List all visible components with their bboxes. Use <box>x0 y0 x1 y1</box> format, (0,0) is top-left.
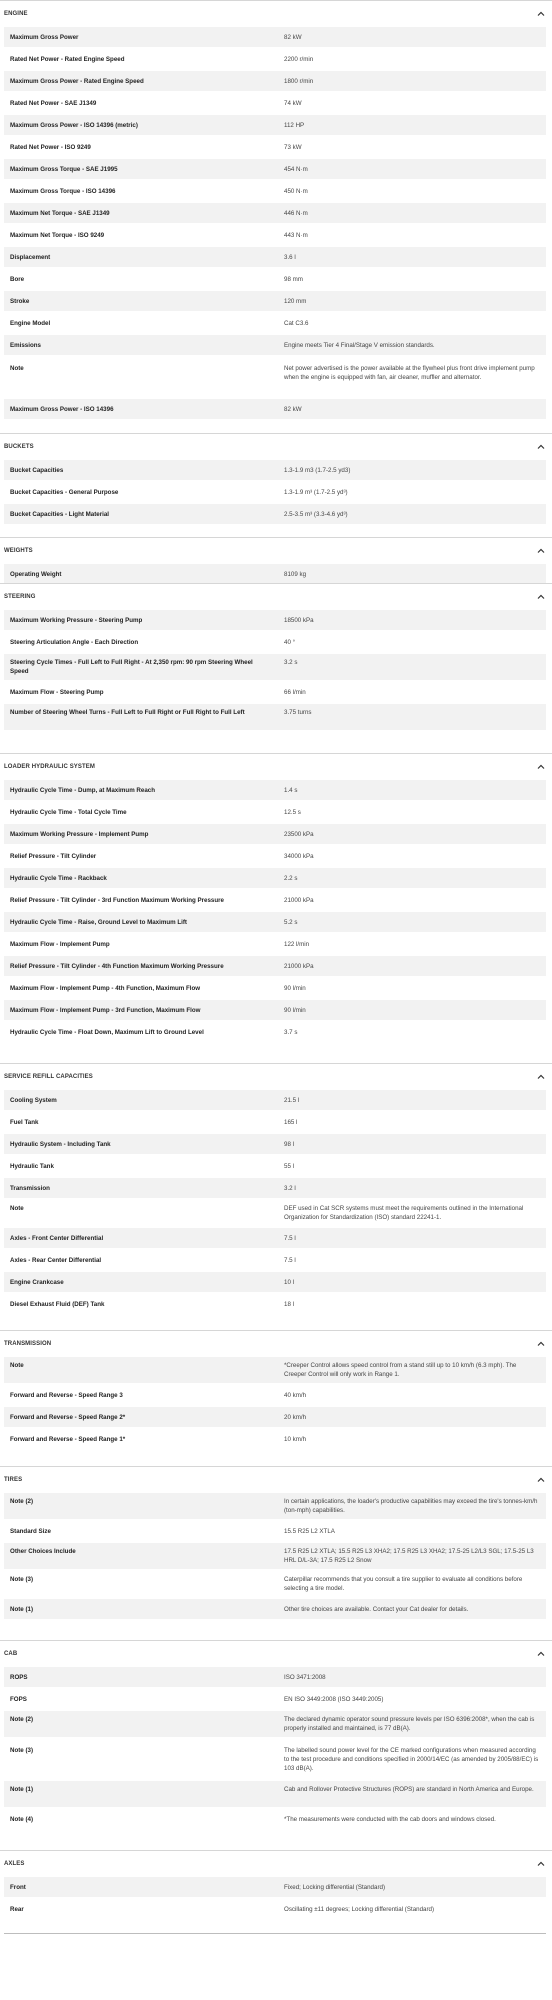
spec-label: Steering Articulation Angle - Each Direction <box>10 639 139 646</box>
spec-value: The labelled sound power level for the CE marked configurations when measured according to the test procedure and conditions specified in 2000/14/EC (as amended by 2005/88/EC) is 103 dB(A). <box>284 1747 539 1772</box>
spec-value: 112 HP <box>284 122 305 129</box>
spec-label: Relief Pressure - Tilt Cylinder <box>10 853 97 860</box>
spec-row <box>4 1407 546 1427</box>
spec-row <box>4 802 546 822</box>
spec-label: Rated Net Power - ISO 9249 <box>10 144 91 151</box>
chevron-up-icon[interactable] <box>536 1649 546 1659</box>
spec-label: Other Choices Include <box>10 1548 76 1555</box>
spec-row <box>4 49 546 69</box>
spec-row <box>4 780 546 800</box>
spec-label: Maximum Flow - Implement Pump - 3rd Function, Maximum Flow <box>10 1007 201 1014</box>
spec-label: Maximum Gross Torque - ISO 14396 <box>10 188 116 195</box>
spec-label: Emissions <box>10 342 41 349</box>
spec-value: 18 l <box>284 1301 294 1308</box>
spec-label: Maximum Gross Power - ISO 14396 (metric) <box>10 122 138 129</box>
spec-label: Maximum Gross Power <box>10 34 79 41</box>
spec-row <box>4 1178 546 1198</box>
spec-row <box>4 181 546 201</box>
spec-row <box>4 482 546 502</box>
spec-row <box>4 978 546 998</box>
spec-label: Rear <box>10 1906 24 1913</box>
spec-label: Engine Crankcase <box>10 1279 64 1286</box>
spec-row <box>4 225 546 245</box>
spec-row <box>4 1781 546 1807</box>
spec-row <box>4 247 546 267</box>
spec-row <box>4 912 546 932</box>
spec-label: Note (3) <box>10 1576 34 1583</box>
spec-row <box>4 1385 546 1405</box>
spec-row <box>4 1228 546 1248</box>
spec-value: Oscillating ±11 degrees; Locking differential (Standard) <box>284 1906 435 1913</box>
spec-value: 454 N·m <box>284 166 308 173</box>
spec-label: Axles - Rear Center Differential <box>10 1257 102 1264</box>
spec-value: Caterpillar recommends that you consult a tire supplier to evaluate all conditions before selecting a tire model. <box>284 1576 523 1592</box>
section-header[interactable] <box>0 1466 552 1492</box>
spec-value: In certain applications, the loader's productive capabilities may exceed the tire's tonnes-km/h (ton-mph) capabilities. <box>284 1498 538 1514</box>
spec-value: 21.5 l <box>284 1097 300 1104</box>
section-header[interactable] <box>0 433 552 459</box>
spec-label: Note (2) <box>10 1716 34 1723</box>
spec-label: Maximum Flow - Steering Pump <box>10 689 104 696</box>
spec-row <box>4 1272 546 1292</box>
spec-value: 8109 kg <box>284 571 307 578</box>
section-title: LOADER HYDRAULIC SYSTEM <box>4 764 95 770</box>
spec-label: Bucket Capacities - Light Material <box>10 511 110 518</box>
spec-row <box>4 1112 546 1132</box>
spec-row <box>4 654 546 680</box>
spec-label: Note (1) <box>10 1786 34 1793</box>
spec-label: Relief Pressure - Tilt Cylinder - 3rd Function Maximum Working Pressure <box>10 897 224 904</box>
section-header[interactable] <box>0 537 552 563</box>
spec-value: 1800 r/min <box>284 78 314 85</box>
spec-value: 21000 kPa <box>284 897 314 904</box>
spec-row <box>4 1000 546 1020</box>
spec-label: Maximum Working Pressure - Steering Pump <box>10 617 143 624</box>
spec-value: 122 l/min <box>284 941 310 948</box>
spec-value: 90 l/min <box>284 985 306 992</box>
spec-row <box>4 1711 546 1737</box>
spec-label: Maximum Flow - Implement Pump - 4th Function, Maximum Flow <box>10 985 201 992</box>
section-title: ENGINE <box>4 11 28 17</box>
spec-row <box>4 1689 546 1709</box>
spec-label: Hydraulic Cycle Time - Rackback <box>10 875 107 882</box>
chevron-up-icon[interactable] <box>536 442 546 452</box>
section-header[interactable] <box>0 1330 552 1356</box>
spec-row <box>4 1156 546 1176</box>
chevron-up-icon[interactable] <box>536 592 546 602</box>
spec-value: *Creeper Control allows speed control from a stand still up to 10 km/h (6.3 mph). The Creeper Control will only work in Range 1. <box>284 1362 517 1378</box>
spec-value: 3.75 turns <box>284 709 312 716</box>
spec-row <box>4 846 546 866</box>
spec-value: 443 N·m <box>284 232 308 239</box>
spec-value: 120 mm <box>284 298 307 305</box>
spec-row <box>4 399 546 419</box>
spec-label: Relief Pressure - Tilt Cylinder - 4th Function Maximum Working Pressure <box>10 963 224 970</box>
spec-value: 10 km/h <box>284 1436 307 1443</box>
section-title: TIRES <box>4 1477 23 1483</box>
section-header[interactable] <box>0 583 552 609</box>
spec-label: Hydraulic Cycle Time - Float Down, Maximum Lift to Ground Level <box>10 1029 204 1036</box>
chevron-up-icon[interactable] <box>536 1475 546 1485</box>
spec-value: Net power advertised is the power available at the flywheel plus front drive implement pump when the engine is equipped with fan, air cleaner, muffler and alternator. <box>284 365 535 381</box>
spec-row <box>4 868 546 888</box>
spec-label: Fuel Tank <box>10 1119 39 1126</box>
spec-value: DEF used in Cat SCR systems must meet the requirements outlined in the International Organization for Standardization (ISO) standard 22241-1. <box>284 1205 524 1221</box>
spec-row <box>4 1739 546 1779</box>
spec-value: 34000 kPa <box>284 853 314 860</box>
spec-label: Forward and Reverse - Speed Range 1* <box>10 1436 126 1443</box>
spec-value: 165 l <box>284 1119 298 1126</box>
chevron-up-icon[interactable] <box>536 1339 546 1349</box>
spec-label: Rated Net Power - Rated Engine Speed <box>10 56 125 63</box>
spec-row <box>4 682 546 702</box>
spec-value: 3.6 l <box>284 254 296 261</box>
bottom-divider <box>4 1933 546 1934</box>
spec-value: 82 kW <box>284 406 302 413</box>
spec-label: Bucket Capacities <box>10 467 64 474</box>
spec-value: Engine meets Tier 4 Final/Stage V emission standards. <box>284 342 435 349</box>
spec-label: Forward and Reverse - Speed Range 2* <box>10 1414 126 1421</box>
spec-value: 450 N·m <box>284 188 308 195</box>
spec-value: 55 l <box>284 1163 294 1170</box>
spec-value: 2.5-3.5 m³ (3.3-4.6 yd³) <box>284 511 348 518</box>
spec-row <box>4 313 546 333</box>
spec-label: Cooling System <box>10 1097 57 1104</box>
spec-label: Hydraulic Cycle Time - Total Cycle Time <box>10 809 127 816</box>
spec-row <box>4 203 546 223</box>
section-title: BUCKETS <box>4 444 34 450</box>
spec-row <box>4 1357 546 1383</box>
spec-label: Front <box>10 1884 26 1891</box>
spec-row <box>4 1200 546 1226</box>
spec-row <box>4 1667 546 1687</box>
spec-value: 66 l/min <box>284 689 306 696</box>
spec-label: Hydraulic Cycle Time - Raise, Ground Level to Maximum Lift <box>10 919 187 926</box>
spec-label: Maximum Net Torque - SAE J1349 <box>10 210 110 217</box>
spec-value: 40 ° <box>284 639 296 646</box>
spec-label: Hydraulic Tank <box>10 1163 54 1170</box>
spec-value: 23500 kPa <box>284 831 314 838</box>
spec-value: 12.5 s <box>284 809 301 816</box>
spec-value: 15.5 R25 L2 XTLA <box>284 1528 335 1535</box>
spec-row <box>4 632 546 652</box>
spec-value: 40 km/h <box>284 1392 307 1399</box>
spec-label: Note (2) <box>10 1498 34 1505</box>
spec-row <box>4 159 546 179</box>
spec-row <box>4 956 546 976</box>
spec-row <box>4 357 546 397</box>
spec-value: 1.4 s <box>284 787 298 794</box>
spec-label: Operating Weight <box>10 571 62 578</box>
spec-row <box>4 1599 546 1619</box>
spec-row <box>4 1250 546 1270</box>
spec-row <box>4 1543 546 1569</box>
spec-row <box>4 934 546 954</box>
spec-row <box>4 1877 546 1897</box>
spec-row <box>4 93 546 113</box>
spec-label: Number of Steering Wheel Turns - Full Left to Full Right or Full Right to Full Left <box>10 709 245 716</box>
spec-label: Hydraulic System - Including Tank <box>10 1141 111 1148</box>
spec-label: Maximum Gross Power - ISO 14396 <box>10 406 114 413</box>
spec-row <box>4 1899 546 1919</box>
spec-value: 98 mm <box>284 276 303 283</box>
section-title: AXLES <box>4 1861 25 1867</box>
spec-value: The declared dynamic operator sound pressure levels per ISO 6396:2008*, when the cab is properly installed and maintained, is 77 dB(A). <box>284 1716 535 1732</box>
spec-value: 17.5 R25 L2 XTLA; 15.5 R25 L3 XHA2; 17.5 R25 L3 XHA2; 17.5-25 L2/L3 SGL; 17.5-25 L3 HRL D/L-3A; 17.5 R25 L2 Snow <box>284 1548 534 1564</box>
section-title: WEIGHTS <box>4 548 33 554</box>
spec-row <box>4 890 546 910</box>
spec-label: Diesel Exhaust Fluid (DEF) Tank <box>10 1301 105 1308</box>
spec-value: Cab and Rollover Protective Structures (ROPS) are standard in North America and Europe. <box>284 1786 534 1793</box>
section-header[interactable] <box>0 1063 552 1089</box>
spec-value: ISO 3471:2008 <box>284 1674 326 1681</box>
spec-value: *The measurements were conducted with the cab doors and windows closed. <box>284 1816 496 1823</box>
spec-row <box>4 1809 546 1829</box>
spec-row <box>4 1134 546 1154</box>
spec-label: Maximum Gross Torque - SAE J1995 <box>10 166 118 173</box>
chevron-up-icon[interactable] <box>536 1072 546 1082</box>
spec-label: Note (1) <box>10 1606 34 1613</box>
spec-row <box>4 1429 546 1449</box>
section-header[interactable] <box>0 0 552 26</box>
spec-value: 18500 kPa <box>284 617 314 624</box>
spec-value: 2.2 s <box>284 875 298 882</box>
spec-value: 10 l <box>284 1279 294 1286</box>
spec-row <box>4 115 546 135</box>
spec-row <box>4 269 546 289</box>
section-title: TRANSMISSION <box>4 1341 52 1347</box>
spec-value: 3.2 l <box>284 1185 296 1192</box>
spec-value: 74 kW <box>284 100 302 107</box>
spec-label: Maximum Working Pressure - Implement Pump <box>10 831 149 838</box>
spec-value: Fixed; Locking differential (Standard) <box>284 1884 386 1891</box>
section-header[interactable] <box>0 753 552 779</box>
spec-value: EN ISO 3449:2008 (ISO 3449:2005) <box>284 1696 384 1703</box>
spec-row <box>4 335 546 355</box>
section-title: SERVICE REFILL CAPACITIES <box>4 1074 93 1080</box>
spec-row <box>4 1521 546 1541</box>
spec-label: Rated Net Power - SAE J1349 <box>10 100 97 107</box>
spec-value: Other tire choices are available. Contact your Cat dealer for details. <box>284 1606 469 1613</box>
spec-row <box>4 504 546 524</box>
spec-label: Steering Cycle Times - Full Left to Full Right - At 2,350 rpm: 90 rpm Steering Wheel Speed <box>10 659 253 675</box>
chevron-up-icon[interactable] <box>536 1859 546 1869</box>
spec-label: Bore <box>10 276 25 283</box>
spec-value: 2200 r/min <box>284 56 314 63</box>
spec-label: Axles - Front Center Differential <box>10 1235 104 1242</box>
spec-row <box>4 1493 546 1519</box>
spec-label: Maximum Net Torque - ISO 9249 <box>10 232 105 239</box>
spec-label: Note (4) <box>10 1816 34 1823</box>
spec-label: ROPS <box>10 1674 28 1681</box>
section-header[interactable] <box>0 1850 552 1876</box>
chevron-up-icon[interactable] <box>536 546 546 556</box>
spec-row <box>4 610 546 630</box>
spec-value: Cat C3.6 <box>284 320 309 327</box>
chevron-up-icon[interactable] <box>536 762 546 772</box>
spec-value: 5.2 s <box>284 919 298 926</box>
spec-value: 98 l <box>284 1141 294 1148</box>
spec-value: 3.7 s <box>284 1029 298 1036</box>
section-header[interactable] <box>0 1640 552 1666</box>
spec-label: Maximum Flow - Implement Pump <box>10 941 110 948</box>
spec-value: 7.5 l <box>284 1235 296 1242</box>
spec-row <box>4 291 546 311</box>
spec-label: Note <box>10 1205 24 1212</box>
spec-value: 446 N·m <box>284 210 308 217</box>
spec-value: 21000 kPa <box>284 963 314 970</box>
spec-row <box>4 1090 546 1110</box>
spec-row <box>4 704 546 730</box>
spec-row <box>4 824 546 844</box>
spec-row <box>4 564 546 584</box>
spec-label: FOPS <box>10 1696 27 1703</box>
spec-value: 73 kW <box>284 144 302 151</box>
spec-label: Bucket Capacities - General Purpose <box>10 489 119 496</box>
spec-row <box>4 27 546 47</box>
spec-label: Note <box>10 1362 24 1369</box>
spec-label: Displacement <box>10 254 51 261</box>
spec-label: Note (3) <box>10 1747 34 1754</box>
spec-value: 20 km/h <box>284 1414 307 1421</box>
spec-value: 1.3-1.9 m³ (1.7-2.5 yd³) <box>284 489 348 496</box>
spec-value: 90 l/min <box>284 1007 306 1014</box>
spec-label: Transmission <box>10 1185 50 1192</box>
section-title: STEERING <box>4 594 36 600</box>
spec-row <box>4 71 546 91</box>
spec-label: Forward and Reverse - Speed Range 3 <box>10 1392 123 1399</box>
spec-row <box>4 137 546 157</box>
spec-row <box>4 460 546 480</box>
spec-value: 1.3-1.9 m3 (1.7-2.5 yd3) <box>284 467 351 474</box>
spec-label: Standard Size <box>10 1528 51 1535</box>
spec-value: 7.5 l <box>284 1257 296 1264</box>
spec-label: Hydraulic Cycle Time - Dump, at Maximum Reach <box>10 787 155 794</box>
spec-label: Note <box>10 365 24 372</box>
spec-value: 3.2 s <box>284 659 298 666</box>
spec-row <box>4 1571 546 1597</box>
spec-label: Maximum Gross Power - Rated Engine Speed <box>10 78 144 85</box>
chevron-up-icon[interactable] <box>536 9 546 19</box>
spec-value: 82 kW <box>284 34 302 41</box>
spec-label: Engine Model <box>10 320 51 327</box>
spec-row <box>4 1022 546 1042</box>
spec-label: Stroke <box>10 298 30 305</box>
spec-row <box>4 1294 546 1314</box>
section-title: CAB <box>4 1651 18 1657</box>
